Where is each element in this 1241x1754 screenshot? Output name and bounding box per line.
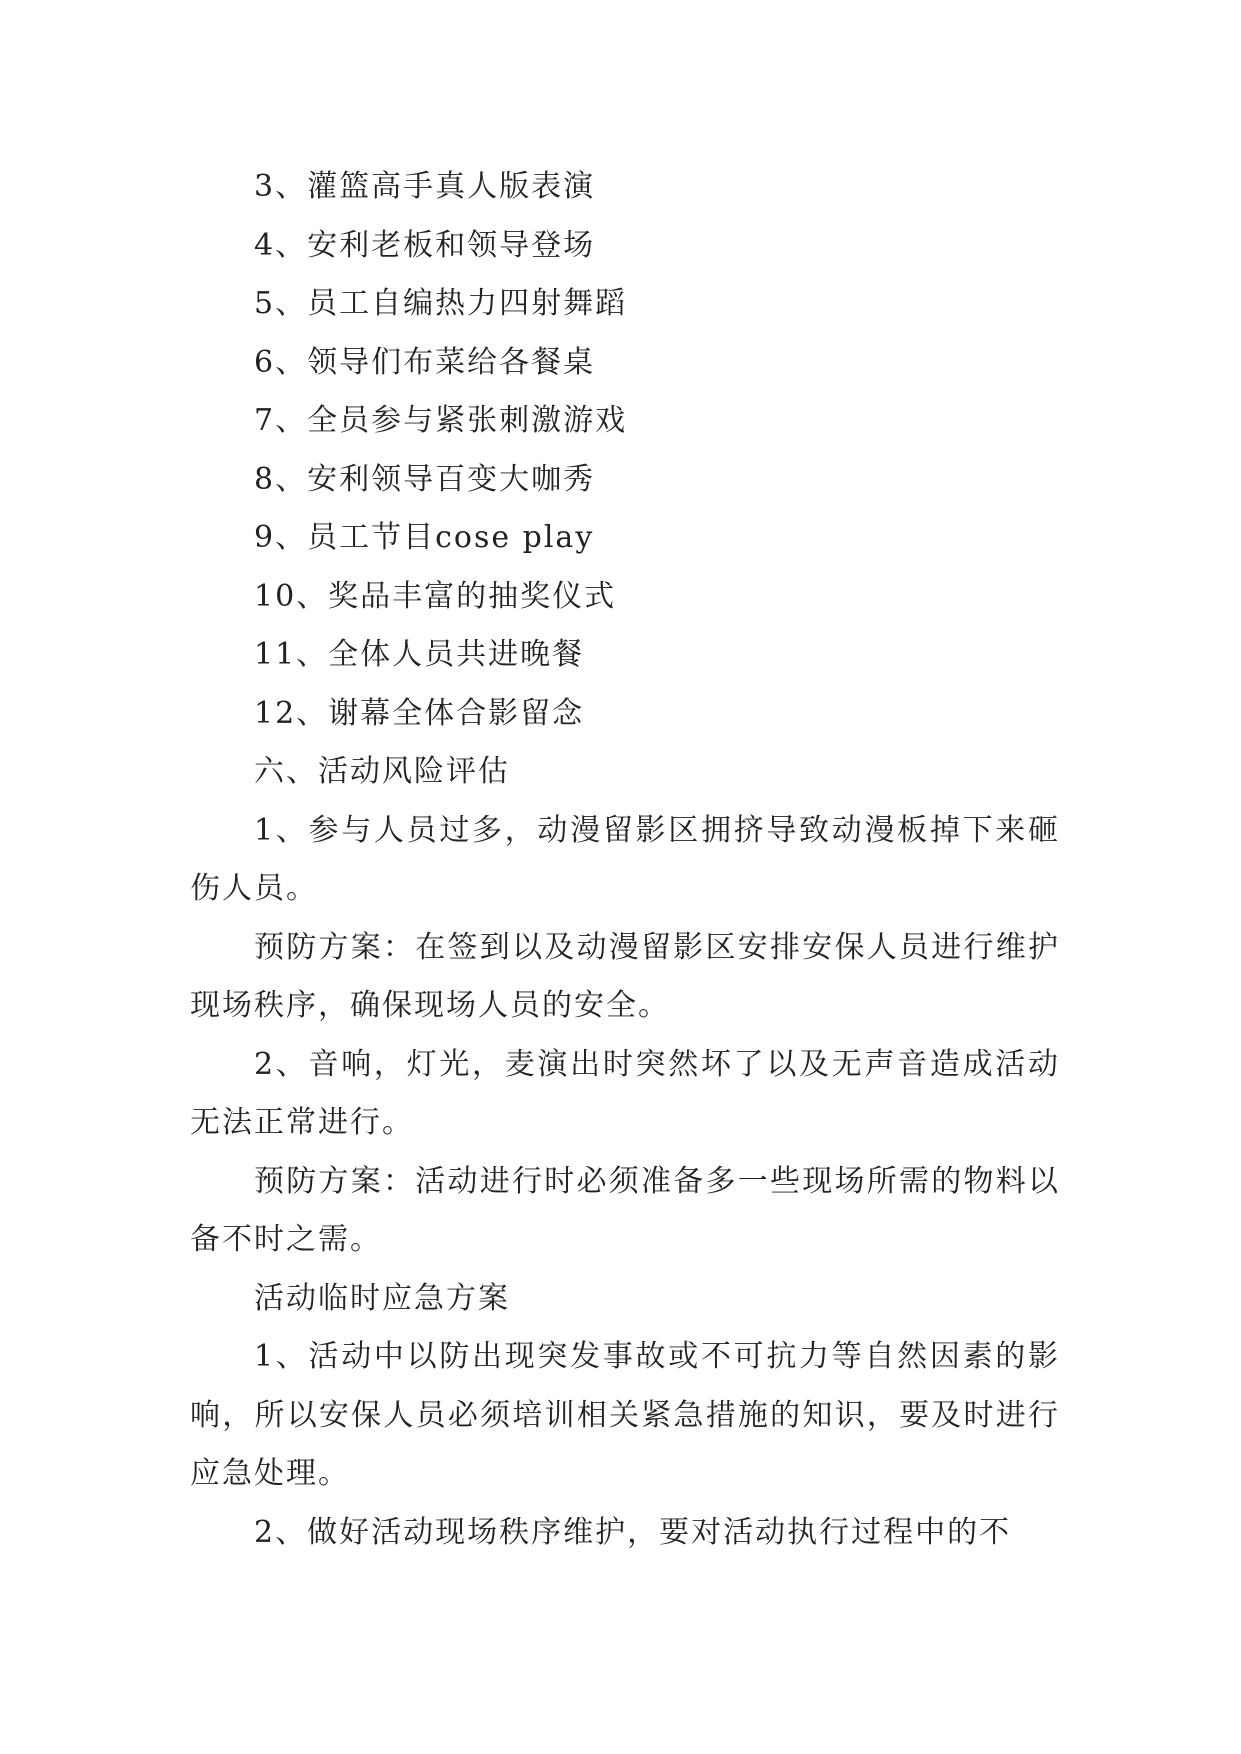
program-item-12: 12、谢幕全体合影留念	[254, 695, 585, 731]
program-item-4: 4、安利老板和领导登场	[254, 227, 596, 263]
risk-item-1: 1、参与人员过多，动漫留影区拥挤导致动漫板掉下来砸伤人员。	[190, 812, 1060, 906]
program-item-8: 8、安利领导百变大咖秀	[254, 461, 596, 497]
prevention-plan-1: 预防方案：在签到以及动漫留影区安排安保人员进行维护现场秩序，确保现场人员的安全。	[190, 929, 1060, 1023]
program-item-6: 6、领导们布菜给各餐桌	[254, 344, 596, 380]
program-item-7: 7、全员参与紧张刺激游戏	[254, 403, 628, 438]
document-body	[190, 158, 1060, 1562]
program-item-3: 3、灌篮高手真人版表演	[254, 169, 596, 204]
program-item-10: 10、奖品丰富的抽奖仪式	[254, 578, 617, 614]
program-item-9: 9、员工节目cose play	[254, 520, 595, 555]
emergency-item-2: 2、做好活动现场秩序维护，要对活动执行过程中的不	[254, 1514, 1012, 1550]
program-item-5: 5、员工自编热力四射舞蹈	[254, 286, 628, 321]
section-heading-emergency-plan: 活动临时应急方案	[254, 1280, 510, 1316]
program-item-11: 11、全体人员共进晚餐	[254, 637, 585, 672]
section-heading-risk-assessment: 六、活动风险评估	[254, 754, 510, 789]
prevention-plan-2: 预防方案：活动进行时必须准备多一些现场所需的物料以备不时之需。	[190, 1163, 1060, 1257]
risk-item-2: 2、音响，灯光，麦演出时突然坏了以及无声音造成活动无法正常进行。	[190, 1046, 1060, 1140]
emergency-item-1: 1、活动中以防出现突发事故或不可抗力等自然因素的影响，所以安保人员必须培训相关紧急措施的知识，要及时进行应急处理。	[190, 1339, 1060, 1491]
